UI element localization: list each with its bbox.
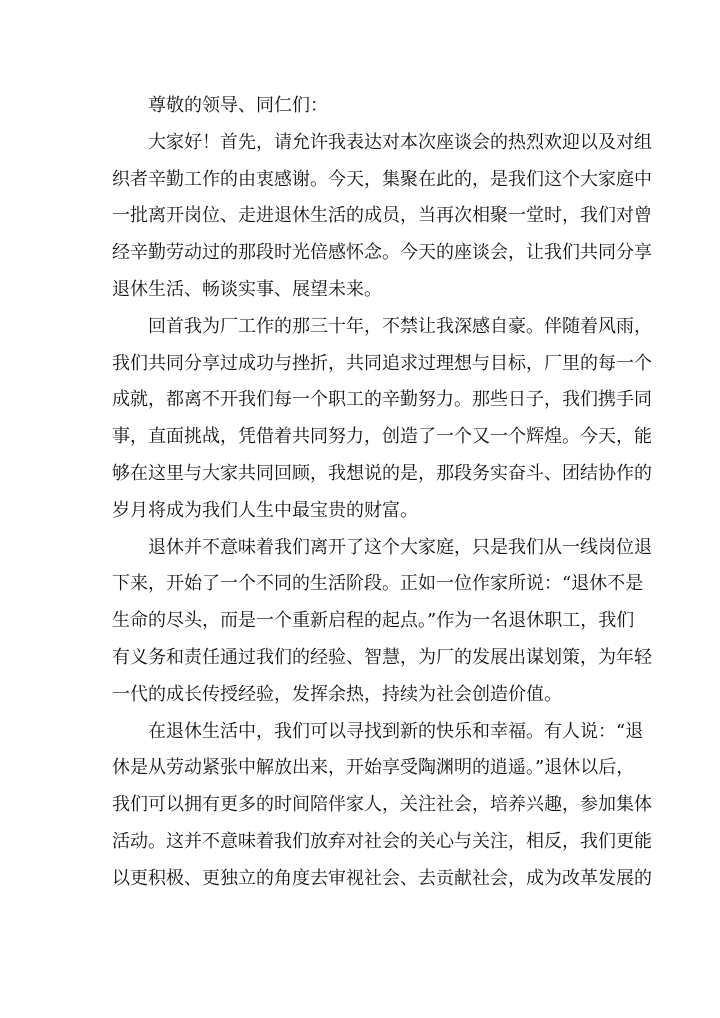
paragraph-line: 在退休生活中，我们可以寻找到新的快乐和幸福。有人说：“退 xyxy=(148,720,644,742)
paragraph-line: 下来，开始了一个不同的生活阶段。正如一位作家所说：“退休不是 xyxy=(112,573,644,595)
paragraph-line: 够在这里与大家共同回顾，我想说的是，那段务实奋斗、团结协作的 xyxy=(112,462,652,484)
salutation-line: 尊敬的领导、同仁们： xyxy=(148,95,328,116)
paragraph-line: 退休并不意味着我们离开了这个大家庭，只是我们从一线岗位退 xyxy=(148,536,652,558)
paragraph-line: 一代的成长传授经验，发挥余热，持续为社会创造价值。 xyxy=(112,683,562,705)
paragraph-line: 休是从劳动紧张中解放出来，开始享受陶渊明的逍遥。”退休以后， xyxy=(112,757,635,779)
paragraph-line: 岁月将成为我们人生中最宝贵的财富。 xyxy=(112,499,418,521)
paragraph-line: 退休生活、畅谈实事、展望未来。 xyxy=(112,278,382,300)
paragraph-line: 我们共同分享过成功与挫折，共同追求过理想与目标，厂里的每一个 xyxy=(112,352,652,374)
paragraph-line: 有义务和责任通过我们的经验、智慧，为厂的发展出谋划策，为年轻 xyxy=(112,646,652,668)
paragraph-line: 事，直面挑战，凭借着共同努力，创造了一个又一个辉煌。今天，能 xyxy=(112,426,652,448)
paragraph-line: 回首我为厂工作的那三十年，不禁让我深感自豪。伴随着风雨， xyxy=(148,315,652,337)
paragraph-line: 活动。这并不意味着我们放弃对社会的关心与关注，相反，我们更能 xyxy=(112,830,652,852)
paragraph-line: 经辛勤劳动过的那段时光倍感怀念。今天的座谈会，让我们共同分享 xyxy=(112,242,652,264)
paragraph-line: 我们可以拥有更多的时间陪伴家人，关注社会，培养兴趣，参加集体 xyxy=(112,794,652,816)
paragraph-line: 一批离开岗位、走进退休生活的成员，当再次相聚一堂时，我们对曾 xyxy=(112,205,652,227)
paragraph-line: 织者辛勤工作的由衷感谢。今天，集聚在此的，是我们这个大家庭中 xyxy=(112,168,652,190)
document-body xyxy=(112,88,652,898)
paragraph-line: 生命的尽头，而是一个重新启程的起点。”作为一名退休职工，我们 xyxy=(112,610,635,632)
paragraph-line: 成就，都离不开我们每一个职工的辛勤努力。那些日子，我们携手同 xyxy=(112,389,652,411)
paragraph-line: 以更积极、更独立的角度去审视社会、去贡献社会，成为改革发展的 xyxy=(112,867,652,889)
paragraph-line: 大家好！首先，请允许我表达对本次座谈会的热烈欢迎以及对组 xyxy=(148,131,652,153)
